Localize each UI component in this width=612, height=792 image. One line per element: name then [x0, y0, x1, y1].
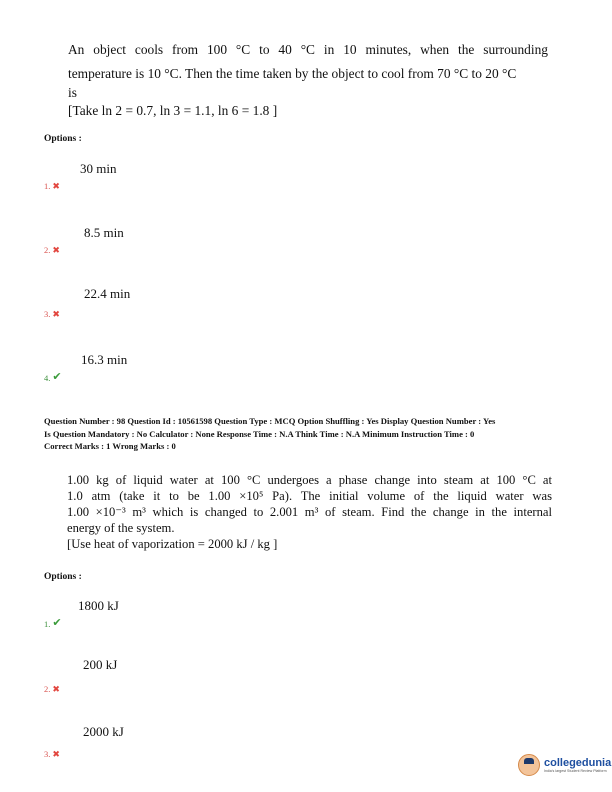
cross-icon: ✖: [52, 748, 60, 759]
cross-icon: ✖: [52, 180, 60, 191]
question-98-text: [67, 472, 552, 552]
option-number: 4. ✔: [44, 371, 62, 383]
collegedunia-logo: [518, 754, 611, 776]
question-line: energy of the system.: [67, 521, 175, 535]
meta-line: Correct Marks : 1 Wrong Marks : 0: [44, 441, 176, 451]
question-98-meta: [44, 415, 584, 453]
question-line: 1.0 atm (take it to be 1.00 ×10⁵ Pa). The initial volume of the liquid water was: [67, 489, 552, 503]
check-icon: ✔: [52, 371, 62, 383]
meta-line: Is Question Mandatory : No Calculator : None Response Time : N.A Think Time : N.A Minimum Instruction Time : 0: [44, 428, 475, 439]
option-number: 3. ✖: [44, 748, 60, 759]
option-text[interactable]: 22.4 min: [84, 286, 131, 301]
option-number: 1. ✖: [44, 180, 60, 191]
question-line: 1.00 ×10⁻³ m³ which is changed to 2.001 m³ of steam. Find the change in the internal: [67, 505, 552, 519]
check-icon: ✔: [52, 617, 62, 629]
option-text[interactable]: 1800 kJ: [78, 598, 119, 613]
options-label: Options :: [44, 572, 82, 582]
cross-icon: ✖: [52, 244, 60, 255]
meta-line: Question Number : 98 Question Id : 10561598 Question Type : MCQ Option Shuffling : Yes Display Question Number : Yes: [44, 416, 496, 426]
option-text[interactable]: 30 min: [80, 161, 117, 176]
question-hint: [Use heat of vaporization = 2000 kJ / kg ]: [67, 537, 278, 551]
question-hint: [Take ln 2 = 0.7, ln 3 = 1.1, ln 6 = 1.8 ]: [68, 103, 278, 118]
options-label: Options :: [44, 134, 82, 144]
mascot-icon: [518, 754, 540, 776]
question-line: temperature is 10 °C. Then the time taken by the object to cool from 70 °C to 20 °C: [68, 66, 517, 81]
option-number: 2. ✖: [44, 683, 60, 694]
question-line: 1.00 kg of liquid water at 100 °C undergoes a phase change into steam at 100 °C at: [67, 473, 552, 487]
cross-icon: ✖: [52, 683, 60, 694]
option-text[interactable]: 2000 kJ: [83, 724, 124, 739]
option-number: 2. ✖: [44, 244, 60, 255]
question-line: is: [68, 85, 77, 100]
question-97-text: [68, 38, 548, 86]
logo-tagline: India's largest Student Review Platform: [544, 769, 607, 773]
option-number: 1. ✔: [44, 617, 62, 629]
option-number: 3. ✖: [44, 308, 60, 319]
cross-icon: ✖: [52, 308, 60, 319]
option-text[interactable]: 16.3 min: [81, 352, 128, 367]
option-text[interactable]: 8.5 min: [84, 225, 124, 240]
logo-name: collegedunia: [544, 757, 612, 769]
question-line: An object cools from 100 °C to 40 °C in 10 minutes, when the surrounding: [68, 42, 548, 57]
option-text[interactable]: 200 kJ: [83, 657, 118, 672]
